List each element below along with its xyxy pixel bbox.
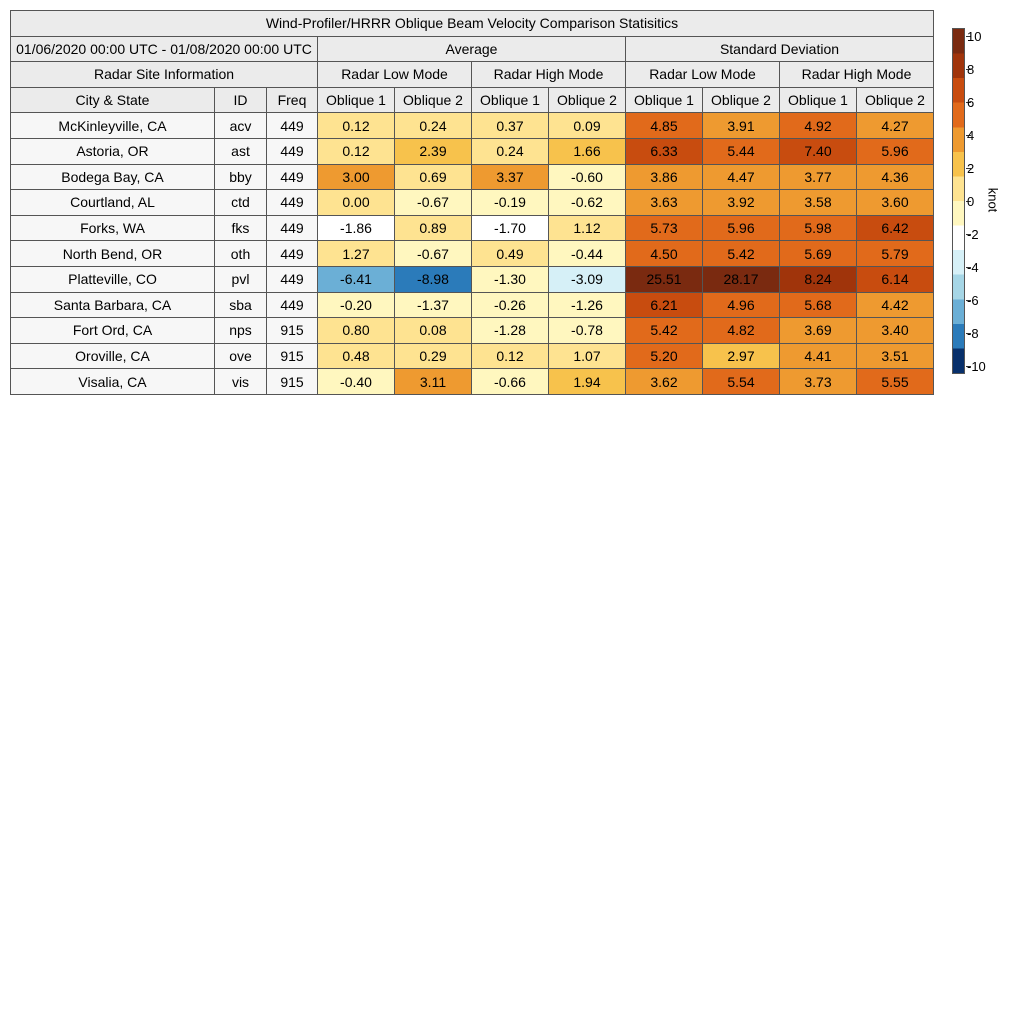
- heatmap-cell: 0.89: [395, 215, 472, 241]
- heatmap-cell: -0.67: [395, 190, 472, 216]
- colorbar-tick-label: -8: [967, 325, 979, 341]
- stats-table: [10, 10, 934, 395]
- heatmap-cell: 6.42: [857, 215, 934, 241]
- heatmap-cell: 3.58: [780, 190, 857, 216]
- site-id-cell: ctd: [215, 190, 267, 216]
- heatmap-cell: 3.86: [626, 164, 703, 190]
- heatmap-cell: 0.08: [395, 318, 472, 344]
- site-city-cell: Santa Barbara, CA: [11, 292, 215, 318]
- col-sd-low-ob2: Oblique 2: [703, 87, 780, 113]
- heatmap-cell: 1.94: [549, 369, 626, 395]
- site-city-cell: Platteville, CO: [11, 266, 215, 292]
- site-city-cell: North Bend, OR: [11, 241, 215, 267]
- col-avg-high-ob2: Oblique 2: [549, 87, 626, 113]
- heatmap-cell: 5.54: [703, 369, 780, 395]
- heatmap-cell: 0.48: [318, 343, 395, 369]
- heatmap-cell: 3.00: [318, 164, 395, 190]
- heatmap-cell: 28.17: [703, 266, 780, 292]
- heatmap-cell: 2.39: [395, 138, 472, 164]
- heatmap-cell: 0.00: [318, 190, 395, 216]
- heatmap-cell: 3.51: [857, 343, 934, 369]
- heatmap-cell: 5.79: [857, 241, 934, 267]
- colorbar-tick-label: 4: [967, 128, 975, 144]
- heatmap-cell: 0.12: [318, 113, 395, 139]
- sd-low-mode-header: Radar Low Mode: [626, 62, 780, 88]
- site-id-cell: ast: [215, 138, 267, 164]
- site-id-cell: bby: [215, 164, 267, 190]
- heatmap-cell: 0.80: [318, 318, 395, 344]
- site-city-cell: McKinleyville, CA: [11, 113, 215, 139]
- heatmap-cell: 4.50: [626, 241, 703, 267]
- heatmap-cell: 0.37: [472, 113, 549, 139]
- col-city-header: City & State: [11, 87, 215, 113]
- site-info-header: Radar Site Information: [11, 62, 318, 88]
- site-id-cell: oth: [215, 241, 267, 267]
- site-id-cell: nps: [215, 318, 267, 344]
- heatmap-cell: 5.73: [626, 215, 703, 241]
- heatmap-cell: 6.21: [626, 292, 703, 318]
- colorbar-tick-label: 2: [967, 161, 975, 177]
- heatmap-cell: 6.33: [626, 138, 703, 164]
- table-row: [11, 138, 934, 164]
- col-id-header: ID: [215, 87, 267, 113]
- site-freq-cell: 915: [267, 343, 318, 369]
- heatmap-cell: -0.40: [318, 369, 395, 395]
- heatmap-cell: 0.24: [395, 113, 472, 139]
- table-title: Wind-Profiler/HRRR Oblique Beam Velocity Comparison Statisitics: [11, 11, 934, 37]
- col-sd-high-ob2: Oblique 2: [857, 87, 934, 113]
- heatmap-cell: 3.91: [703, 113, 780, 139]
- heatmap-cell: -0.60: [549, 164, 626, 190]
- heatmap-cell: 5.42: [626, 318, 703, 344]
- heatmap-cell: -0.62: [549, 190, 626, 216]
- colorbar-tick-label: 6: [967, 95, 975, 111]
- heatmap-cell: -1.86: [318, 215, 395, 241]
- heatmap-cell: 4.96: [703, 292, 780, 318]
- col-avg-high-ob1: Oblique 1: [472, 87, 549, 113]
- heatmap-cell: 3.69: [780, 318, 857, 344]
- heatmap-cell: 1.66: [549, 138, 626, 164]
- heatmap-cell: 3.92: [703, 190, 780, 216]
- heatmap-cell: 0.29: [395, 343, 472, 369]
- site-freq-cell: 449: [267, 266, 318, 292]
- heatmap-cell: 4.47: [703, 164, 780, 190]
- site-city-cell: Forks, WA: [11, 215, 215, 241]
- col-avg-low-ob2: Oblique 2: [395, 87, 472, 113]
- col-freq-header: Freq: [267, 87, 318, 113]
- site-freq-cell: 449: [267, 292, 318, 318]
- site-id-cell: acv: [215, 113, 267, 139]
- table-row: [11, 215, 934, 241]
- site-id-cell: fks: [215, 215, 267, 241]
- colorbar-tick-label: 10: [967, 29, 982, 45]
- col-avg-low-ob1: Oblique 1: [318, 87, 395, 113]
- heatmap-cell: 4.42: [857, 292, 934, 318]
- colorbar-tick-label: 8: [967, 62, 975, 78]
- heatmap-cell: -8.98: [395, 266, 472, 292]
- site-city-cell: Visalia, CA: [11, 369, 215, 395]
- site-freq-cell: 449: [267, 215, 318, 241]
- heatmap-cell: 3.62: [626, 369, 703, 395]
- heatmap-cell: 4.41: [780, 343, 857, 369]
- heatmap-cell: 5.96: [703, 215, 780, 241]
- heatmap-cell: -1.30: [472, 266, 549, 292]
- heatmap-cell: 7.40: [780, 138, 857, 164]
- heatmap-cell: 3.60: [857, 190, 934, 216]
- site-freq-cell: 449: [267, 113, 318, 139]
- group-stddev-header: Standard Deviation: [626, 36, 934, 62]
- site-freq-cell: 915: [267, 318, 318, 344]
- table-row: [11, 292, 934, 318]
- site-freq-cell: 915: [267, 369, 318, 395]
- site-freq-cell: 449: [267, 190, 318, 216]
- site-id-cell: pvl: [215, 266, 267, 292]
- table-row: [11, 164, 934, 190]
- site-freq-cell: 449: [267, 241, 318, 267]
- site-city-cell: Courtland, AL: [11, 190, 215, 216]
- table-row: [11, 190, 934, 216]
- site-city-cell: Astoria, OR: [11, 138, 215, 164]
- heatmap-cell: -6.41: [318, 266, 395, 292]
- heatmap-cell: 0.49: [472, 241, 549, 267]
- heatmap-cell: -0.26: [472, 292, 549, 318]
- table-row: [11, 318, 934, 344]
- heatmap-cell: 8.24: [780, 266, 857, 292]
- heatmap-cell: -0.67: [395, 241, 472, 267]
- heatmap-cell: -1.37: [395, 292, 472, 318]
- group-average-header: Average: [318, 36, 626, 62]
- colorbar-tick-label: -4: [967, 259, 979, 275]
- date-range: 01/06/2020 00:00 UTC - 01/08/2020 00:00 UTC: [11, 36, 318, 62]
- heatmap-cell: -3.09: [549, 266, 626, 292]
- heatmap-cell: 3.37: [472, 164, 549, 190]
- heatmap-cell: -0.78: [549, 318, 626, 344]
- heatmap-cell: 5.69: [780, 241, 857, 267]
- colorbar-tick-label: -10: [967, 358, 986, 374]
- heatmap-cell: -1.26: [549, 292, 626, 318]
- heatmap-cell: 6.14: [857, 266, 934, 292]
- heatmap-cell: -0.19: [472, 190, 549, 216]
- heatmap-cell: 3.77: [780, 164, 857, 190]
- heatmap-cell: -0.44: [549, 241, 626, 267]
- heatmap-cell: 5.20: [626, 343, 703, 369]
- avg-low-mode-header: Radar Low Mode: [318, 62, 472, 88]
- heatmap-cell: -0.66: [472, 369, 549, 395]
- heatmap-cell: 4.36: [857, 164, 934, 190]
- heatmap-cell: 0.09: [549, 113, 626, 139]
- heatmap-cell: -0.20: [318, 292, 395, 318]
- table-row: [11, 113, 934, 139]
- table-row: [11, 241, 934, 267]
- heatmap-cell: 5.44: [703, 138, 780, 164]
- table-body: [11, 113, 934, 395]
- heatmap-cell: 1.07: [549, 343, 626, 369]
- heatmap-cell: 3.40: [857, 318, 934, 344]
- sd-high-mode-header: Radar High Mode: [780, 62, 934, 88]
- site-id-cell: ove: [215, 343, 267, 369]
- site-city-cell: Fort Ord, CA: [11, 318, 215, 344]
- colorbar-tick-label: 0: [967, 194, 975, 209]
- heatmap-cell: 5.68: [780, 292, 857, 318]
- site-city-cell: Oroville, CA: [11, 343, 215, 369]
- heatmap-cell: 5.98: [780, 215, 857, 241]
- heatmap-cell: 5.42: [703, 241, 780, 267]
- heatmap-cell: 4.85: [626, 113, 703, 139]
- heatmap-cell: 3.73: [780, 369, 857, 395]
- colorbar-tick-label: -6: [967, 292, 979, 308]
- heatmap-cell: 1.27: [318, 241, 395, 267]
- heatmap-cell: 3.63: [626, 190, 703, 216]
- colorbar-unit-label: knot: [985, 187, 1001, 213]
- heatmap-cell: 0.12: [318, 138, 395, 164]
- site-freq-cell: 449: [267, 164, 318, 190]
- col-sd-high-ob1: Oblique 1: [780, 87, 857, 113]
- site-city-cell: Bodega Bay, CA: [11, 164, 215, 190]
- avg-high-mode-header: Radar High Mode: [472, 62, 626, 88]
- colorbar-tick-label: -2: [967, 226, 979, 242]
- heatmap-cell: 5.55: [857, 369, 934, 395]
- table-row: [11, 266, 934, 292]
- heatmap-cell: 0.24: [472, 138, 549, 164]
- table-row: [11, 369, 934, 395]
- heatmap-cell: 4.82: [703, 318, 780, 344]
- heatmap-cell: 1.12: [549, 215, 626, 241]
- heatmap-cell: 2.97: [703, 343, 780, 369]
- col-sd-low-ob1: Oblique 1: [626, 87, 703, 113]
- site-id-cell: sba: [215, 292, 267, 318]
- colorbar: [952, 28, 965, 374]
- heatmap-cell: -1.28: [472, 318, 549, 344]
- table-row: [11, 343, 934, 369]
- heatmap-cell: -1.70: [472, 215, 549, 241]
- heatmap-cell: 0.12: [472, 343, 549, 369]
- heatmap-cell: 25.51: [626, 266, 703, 292]
- site-id-cell: vis: [215, 369, 267, 395]
- site-freq-cell: 449: [267, 138, 318, 164]
- heatmap-cell: 5.96: [857, 138, 934, 164]
- heatmap-cell: 3.11: [395, 369, 472, 395]
- heatmap-cell: 4.27: [857, 113, 934, 139]
- heatmap-cell: 0.69: [395, 164, 472, 190]
- heatmap-cell: 4.92: [780, 113, 857, 139]
